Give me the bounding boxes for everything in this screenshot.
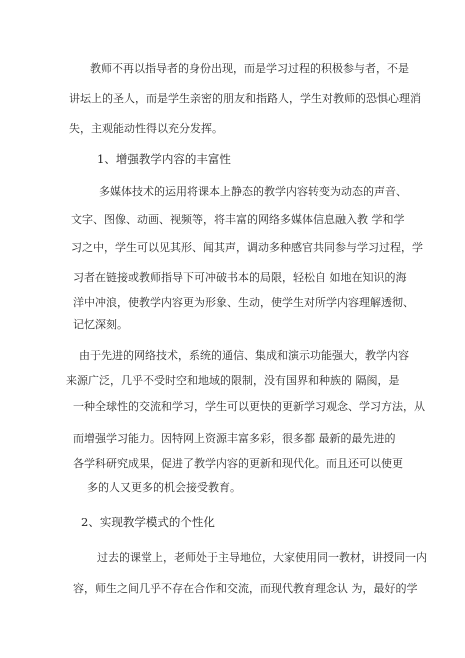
paragraph-3-line-4: 而增强学习能力。因特网上资源丰富多彩，很多都 最新的最先进的 (73, 432, 396, 445)
paragraph-1-line-1: 教师不再以指导者的身份出现，而是学习过程的积极参与者，不是 (90, 62, 409, 75)
paragraph-2-line-3: 习之中，学生可以见其形、闻其声，调动多种感官共同参与学习过程，学 (71, 241, 423, 254)
paragraph-3-line-1: 由于先进的网络技术，系统的通信、集成和演示功能强大，教学内容 (79, 349, 409, 362)
paragraph-4-line-2: 容，师生之间几乎不存在合作和交流，而现代教育理念认 为，最好的学 (73, 582, 418, 595)
section-heading-1: 1、增强教学内容的丰富性 (97, 152, 231, 166)
paragraph-2-line-4: 习者在链接或教师指导下可冲破书本的局限，轻松自 如地在知识的海 (73, 271, 407, 284)
paragraph-2-line-6: 记忆深刻。 (73, 318, 128, 331)
paragraph-1-line-2: 讲坛上的圣人，而是学生亲密的朋友和指路人，学生对教师的恐惧心理消 (69, 92, 421, 105)
paragraph-3-line-6: 多的人又更多的机会接受教育。 (87, 481, 241, 494)
paragraph-3-line-5: 各学科研究成果，促进了教学内容的更新和现代化。而且还可以使更 (73, 457, 403, 470)
paragraph-2-line-1: 多媒体技术的运用将课本上静态的教学内容转变为动态的声音、 (99, 185, 407, 198)
paragraph-2-line-5: 洋中冲浪，使教学内容更为形象、生动，使学生对所学内容理解透彻、 (73, 296, 414, 309)
section-heading-2: 2、实现教学模式的个性化 (81, 515, 215, 529)
paragraph-3-line-3: 一种全球性的交流和学习，学生可以更快的更新学习观念、学习方法，从 (73, 400, 425, 413)
paragraph-2-line-2: 文字、图像、动画、视频等，将丰富的网络多媒体信息融入教 学和学 (71, 213, 405, 226)
paragraph-1-line-3: 失，主观能动性得以充分发挥。 (69, 122, 223, 135)
paragraph-3-line-2: 来源广泛，几乎不受时空和地域的限制，没有国界和种族的 隔阂，是 (66, 374, 400, 387)
paragraph-4-line-1: 过去的课堂上，老师处于主导地位，大家使用同一教材，讲授同一内 (97, 551, 427, 564)
